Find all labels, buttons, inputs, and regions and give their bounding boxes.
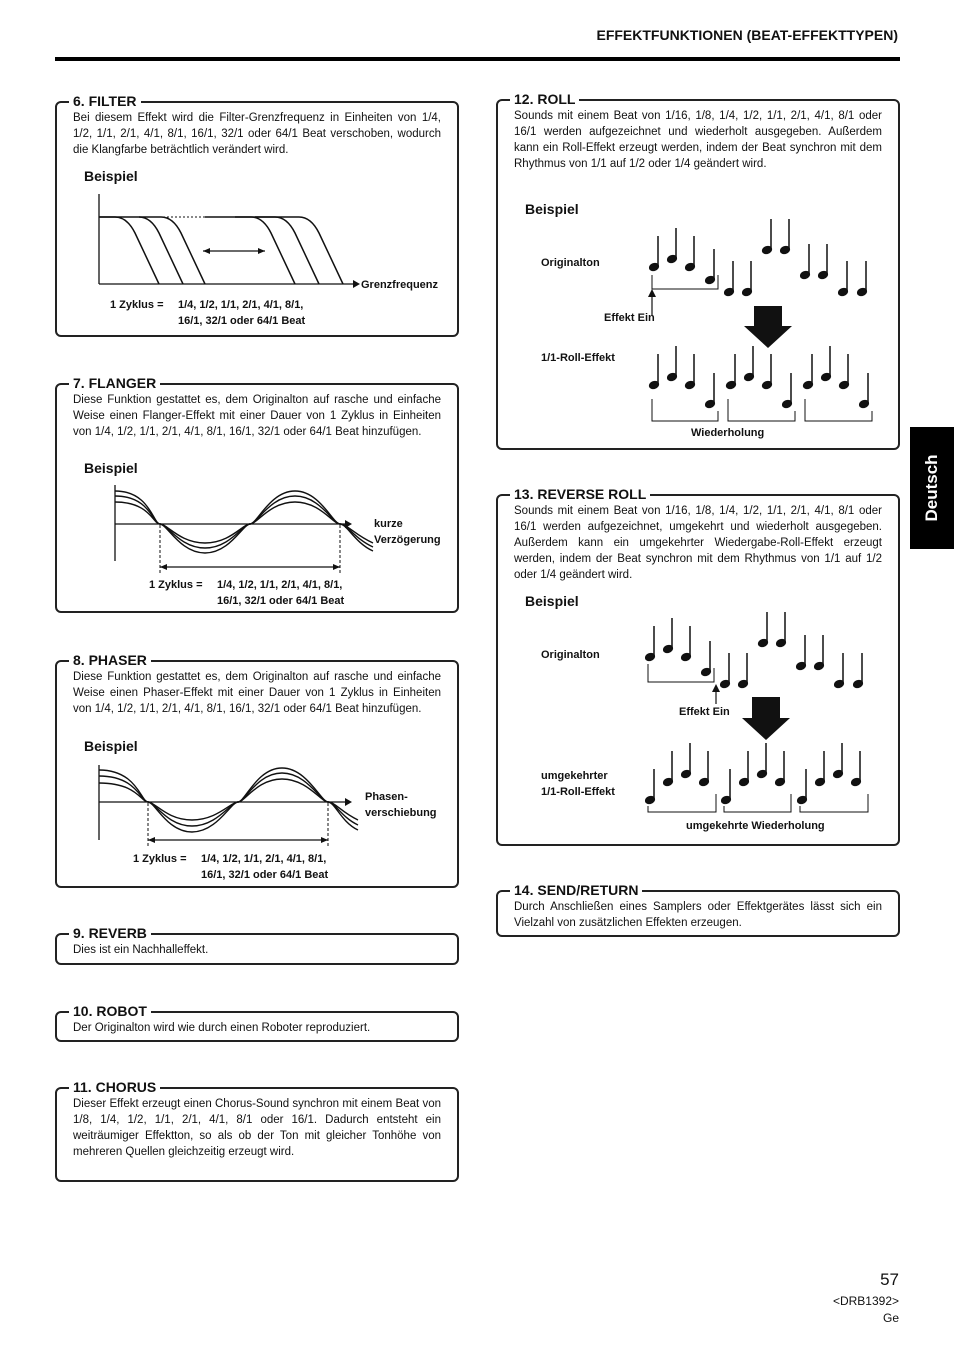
send-return-body: Durch Anschließen eines Samplers oder Effektgerätes lässt sich ein Vielzahl von zusätzlichen Effekten erzeugen.: [514, 901, 882, 929]
filter-axis-label: Grenzfrequenz: [361, 279, 439, 291]
roll-diagram: [496, 99, 900, 450]
reverse-roll-section: [496, 486, 900, 846]
document-language-code: Ge: [882, 1311, 899, 1325]
filter-example-label: Beispiel: [84, 168, 138, 184]
phaser-note-1: Phasen-: [365, 791, 408, 803]
filter-body: Bei diesem Effekt wird die Filter-Grenzfrequenz in Einheiten von 1/4, 1/2, 1/1, 2/1, 4/1, 8/1, 16/1, 32/1 oder 64/1 Beat verschoben, wodurch die Klangfarbe beträchtlich verändert wird.: [73, 112, 441, 156]
reverse-roll-notes: [645, 743, 862, 805]
language-tab-label: Deutsch: [922, 454, 941, 522]
document-code-id: <DRB1392>: [832, 1294, 899, 1308]
reverse-roll-original-label: Originalton: [541, 649, 600, 661]
reverse-roll-example-label: Beispiel: [525, 593, 579, 609]
phaser-cycle-values-1: 1/4, 1/2, 1/1, 2/1, 4/1, 8/1,: [201, 853, 327, 865]
language-tab: [910, 427, 954, 549]
reverb-body: Dies ist ein Nachhalleffekt.: [73, 944, 209, 956]
flanger-cycle-values-1: 1/4, 1/2, 1/1, 2/1, 4/1, 8/1,: [217, 579, 343, 591]
reverse-original-notes: [645, 612, 864, 689]
document-code: [833, 1293, 899, 1327]
roll-effect-on-label: Effekt Ein: [604, 312, 655, 324]
phaser-note-2: verschiebung: [365, 807, 437, 819]
phaser-cycle-values-2: 16/1, 32/1 oder 64/1 Beat: [201, 869, 329, 881]
reverse-roll-repeat-label: umgekehrte Wiederholung: [686, 820, 825, 832]
reverb-title: 9. REVERB: [69, 924, 151, 942]
filter-cycle-label: 1 Zyklus =: [110, 299, 164, 311]
robot-section: [55, 1003, 459, 1042]
filter-cycle-values-2: 16/1, 32/1 oder 64/1 Beat: [178, 315, 306, 327]
roll-example-label: Beispiel: [525, 201, 579, 217]
flanger-title: 7. FLANGER: [69, 374, 160, 392]
phaser-example-label: Beispiel: [84, 738, 138, 754]
phaser-section: [55, 652, 459, 888]
send-return-section: [496, 882, 900, 937]
flanger-note-2: Verzögerung: [374, 534, 441, 546]
filter-title: 6. FILTER: [69, 92, 141, 110]
robot-title: 10. ROBOT: [69, 1002, 151, 1020]
roll-original-notes: [649, 219, 868, 297]
page-number: 57: [880, 1270, 899, 1289]
header-rule: [55, 57, 900, 61]
roll-repeat-label: Wiederholung: [691, 427, 765, 439]
flanger-cycle-label: 1 Zyklus =: [149, 579, 203, 591]
roll-title: 12. ROLL: [510, 90, 579, 108]
phaser-title: 8. PHASER: [69, 651, 151, 669]
reverse-roll-diagram: [496, 494, 900, 846]
chorus-body: Dieser Effekt erzeugt einen Chorus-Sound synchron mit einem Beat von 1/8, 1/4, 1/2, 1/1, 2/1, 4/1, 8/1 oder 16/1. Dadurch entsteht ein weiträumiger Effektton, so als ob der Ton mit gleicher Tonhöhe von mehreren Quellen gleichzeitig erzeugt wird.: [73, 1098, 441, 1158]
roll-original-label: Originalton: [541, 257, 600, 269]
flanger-section: [55, 375, 459, 613]
reverse-roll-title: 13. REVERSE ROLL: [510, 485, 650, 503]
flanger-note-1: kurze: [374, 518, 403, 530]
flanger-cycle-values-2: 16/1, 32/1 oder 64/1 Beat: [217, 595, 345, 607]
roll-body: Sounds mit einem Beat von 1/16, 1/8, 1/4, 1/2, 1/1, 2/1, 4/1, 8/1 oder 16/1 werden aufgezeichnet und wiederholt ausgegeben. Außerdem kann ein Roll-Effekt erzeugt werden, indem der Beat synchron mit dem Rhythmus von 1/1 auf 1/2 oder 1/4 geändert wird.: [514, 110, 882, 170]
reverse-roll-effect-on-label: Effekt Ein: [679, 706, 730, 718]
reverse-roll-effect-label-1: umgekehrter: [541, 770, 608, 782]
filter-cycle-values-1: 1/4, 1/2, 1/1, 2/1, 4/1, 8/1,: [178, 299, 304, 311]
chorus-section: [55, 1079, 459, 1182]
robot-body: Der Originalton wird wie durch einen Roboter reproduziert.: [73, 1022, 371, 1034]
flanger-example-label: Beispiel: [84, 460, 138, 476]
flanger-body: Diese Funktion gestattet es, dem Originalton auf rasche und einfache Weise einen Flanger-Effekt mit einer Dauer von 1 Zyklus in Einheiten von 1/4, 1/2, 1/1, 2/1, 4/1, 8/1, 16/1, 32/1 oder 64/1 Beat hinzufügen.: [73, 394, 441, 438]
send-return-title: 14. SEND/RETURN: [510, 881, 642, 899]
phaser-body: Diese Funktion gestattet es, dem Originalton auf rasche und einfache Weise einen Phaser-Effekt mit einer Dauer von 1 Zyklus in Einheiten von 1/4, 1/2, 1/1, 2/1, 4/1, 8/1, 16/1, 32/1 oder 64/1 Beat hinzufügen.: [73, 671, 441, 715]
roll-section: [496, 91, 900, 450]
phaser-cycle-label: 1 Zyklus =: [133, 853, 187, 865]
reverse-roll-body: Sounds mit einem Beat von 1/16, 1/8, 1/4, 1/2, 1/1, 2/1, 4/1, 8/1 oder 16/1 werden aufgezeichnet, umgekehrt und wiederholt ausgegeben. Außerdem kann ein umgekehrter Wiedergabe-Roll-Effekt erzeugt werden, indem der Beat synchron mit dem Rhythmus von 1/1 auf 1/2 oder 1/4 geändert wird.: [514, 505, 882, 581]
page-header-title: EFFEKTFUNKTIONEN (BEAT-EFFEKTTYPEN): [596, 27, 898, 43]
filter-section: [55, 93, 459, 337]
chorus-title: 11. CHORUS: [69, 1078, 160, 1096]
roll-effect-notes: [649, 346, 870, 409]
reverb-section: [55, 925, 459, 965]
roll-effect-label: 1/1-Roll-Effekt: [541, 352, 615, 364]
reverse-roll-effect-label-2: 1/1-Roll-Effekt: [541, 786, 615, 798]
